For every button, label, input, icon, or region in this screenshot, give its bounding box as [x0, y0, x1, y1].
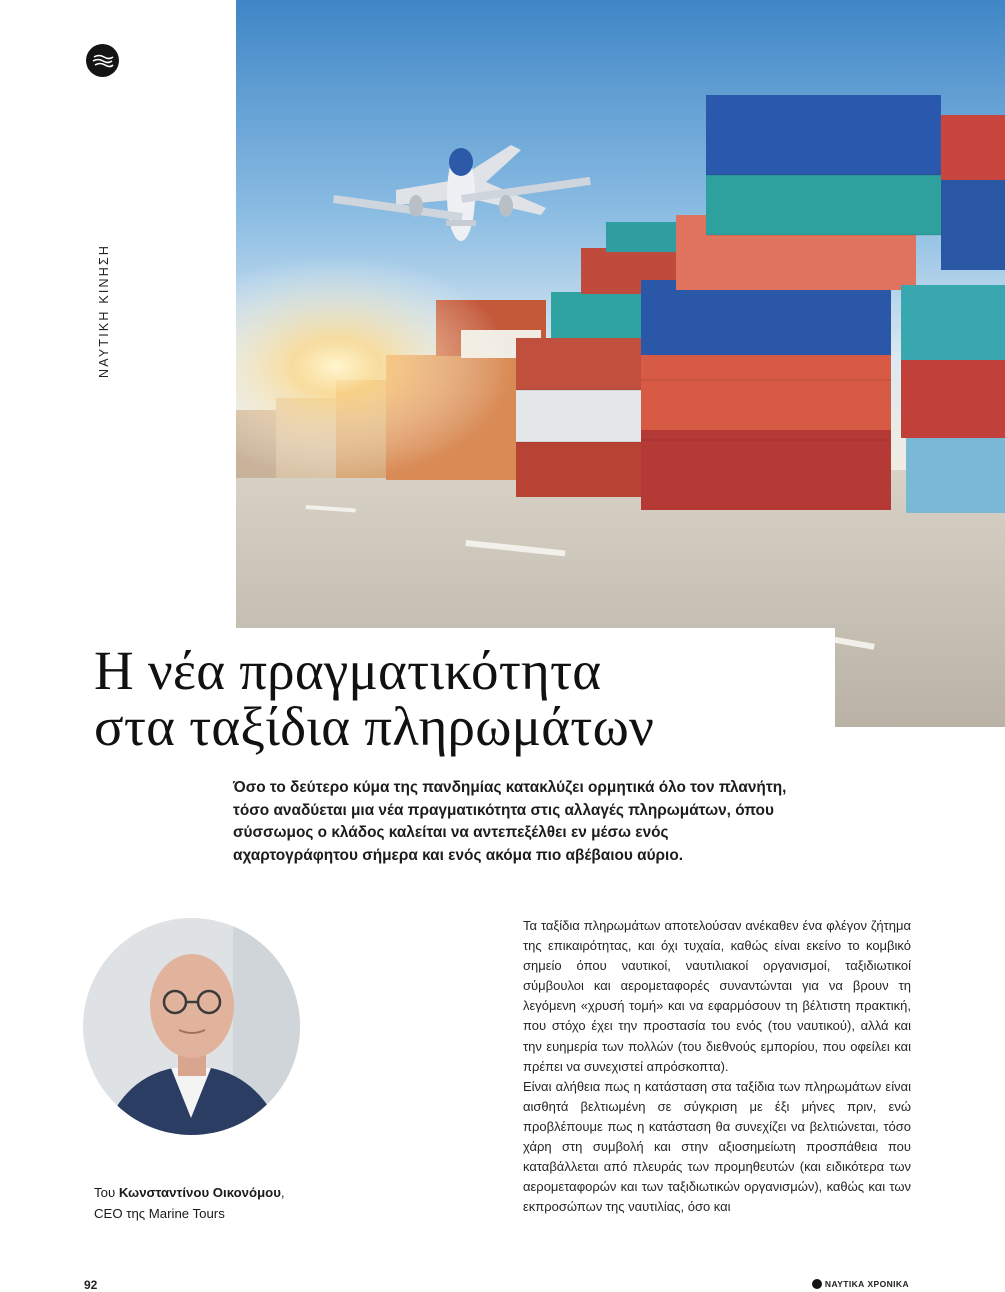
article-title-line2: στα ταξίδια πληρωμάτων [94, 696, 655, 757]
author-prefix: Του [94, 1185, 119, 1200]
body-paragraph-1: Τα ταξίδια πληρωμάτων αποτελούσαν ανέκαθεν ένα φλέγον ζήτημα της επικαιρότητας, και όχι τυχαία, καθώς είναι εκείνο το κομβικό σημείο όπου ναυτικοί, ναυτιλιακοί οργανισμοί, ταξιδιωτικοί σύμβουλοι και αερομεταφορές συναντώνται για να βρουν τη λεγόμενη «χρυσή τομή» και να εφαρμόσουν τη βέλτιστη πρακτική, που στόχο έχει την προστασία του ενός (του ναυτικού), αλλά και την ευημερία των πολλών (του διεθνούς εμπορίου, που οφείλει και πρέπει να συνεχιστεί απρόσκοπτα). [523, 918, 911, 1074]
author-byline [94, 1182, 354, 1224]
wave-logo-icon [86, 44, 119, 77]
mini-logo-icon [812, 1279, 822, 1289]
section-label: ΝΑΥΤΙΚΗ ΚΙΝΗΣΗ [97, 243, 111, 378]
author-suffix: , [280, 1185, 285, 1200]
page-number: 92 [84, 1278, 98, 1292]
article-body [523, 916, 911, 1217]
author-portrait [83, 918, 300, 1135]
author-role: CEO της Marine Tours [94, 1206, 225, 1221]
body-paragraph-2: Είναι αλήθεια πως η κατάσταση στα ταξίδια των πληρωμάτων είναι αισθητά βελτιωμένη σε σύγκριση με έξι μήνες πριν, ενώ προβλέπουμε πως η κατάσταση θα συνεχίζει να βελτιώνεται, τόσο χάρη στη συμβολή και στην αξιοσημείωτη προσπάθεια που καταβάλλεται από πλευράς των προμηθευτών (και ειδικότερα των αερομεταφορών και των ταξιδιωτικών οργανισμών), καθώς και των εκπροσώπων της ναυτιλίας, όσο και [523, 1078, 911, 1215]
publication-name: ΝΑΥΤΙΚΑ ΧΡΟΝΙΚΑ [824, 1279, 909, 1289]
footer-publication [812, 1279, 909, 1289]
article-title-line1: Η νέα πραγματικότητα [94, 640, 602, 701]
article-title [94, 640, 655, 757]
author-name: Κωνσταντίνου Οικονόμου [118, 1185, 281, 1200]
lead-paragraph: Όσο το δεύτερο κύμα της πανδημίας κατακλύζει ορμητικά όλο τον πλανήτη, τόσο αναδύεται μια νέα πραγματικότητα στις αλλαγές πληρωμάτων, όπου σύσσωμος ο κλάδος καλείται να αντεπεξέλθει εν μέσω ενός αχαρτογράφητου σήμερα και ενός ακόμα πιο αβέβαιου αύριο. [233, 779, 787, 864]
cargo-plane-containers-photo [236, 0, 1005, 727]
